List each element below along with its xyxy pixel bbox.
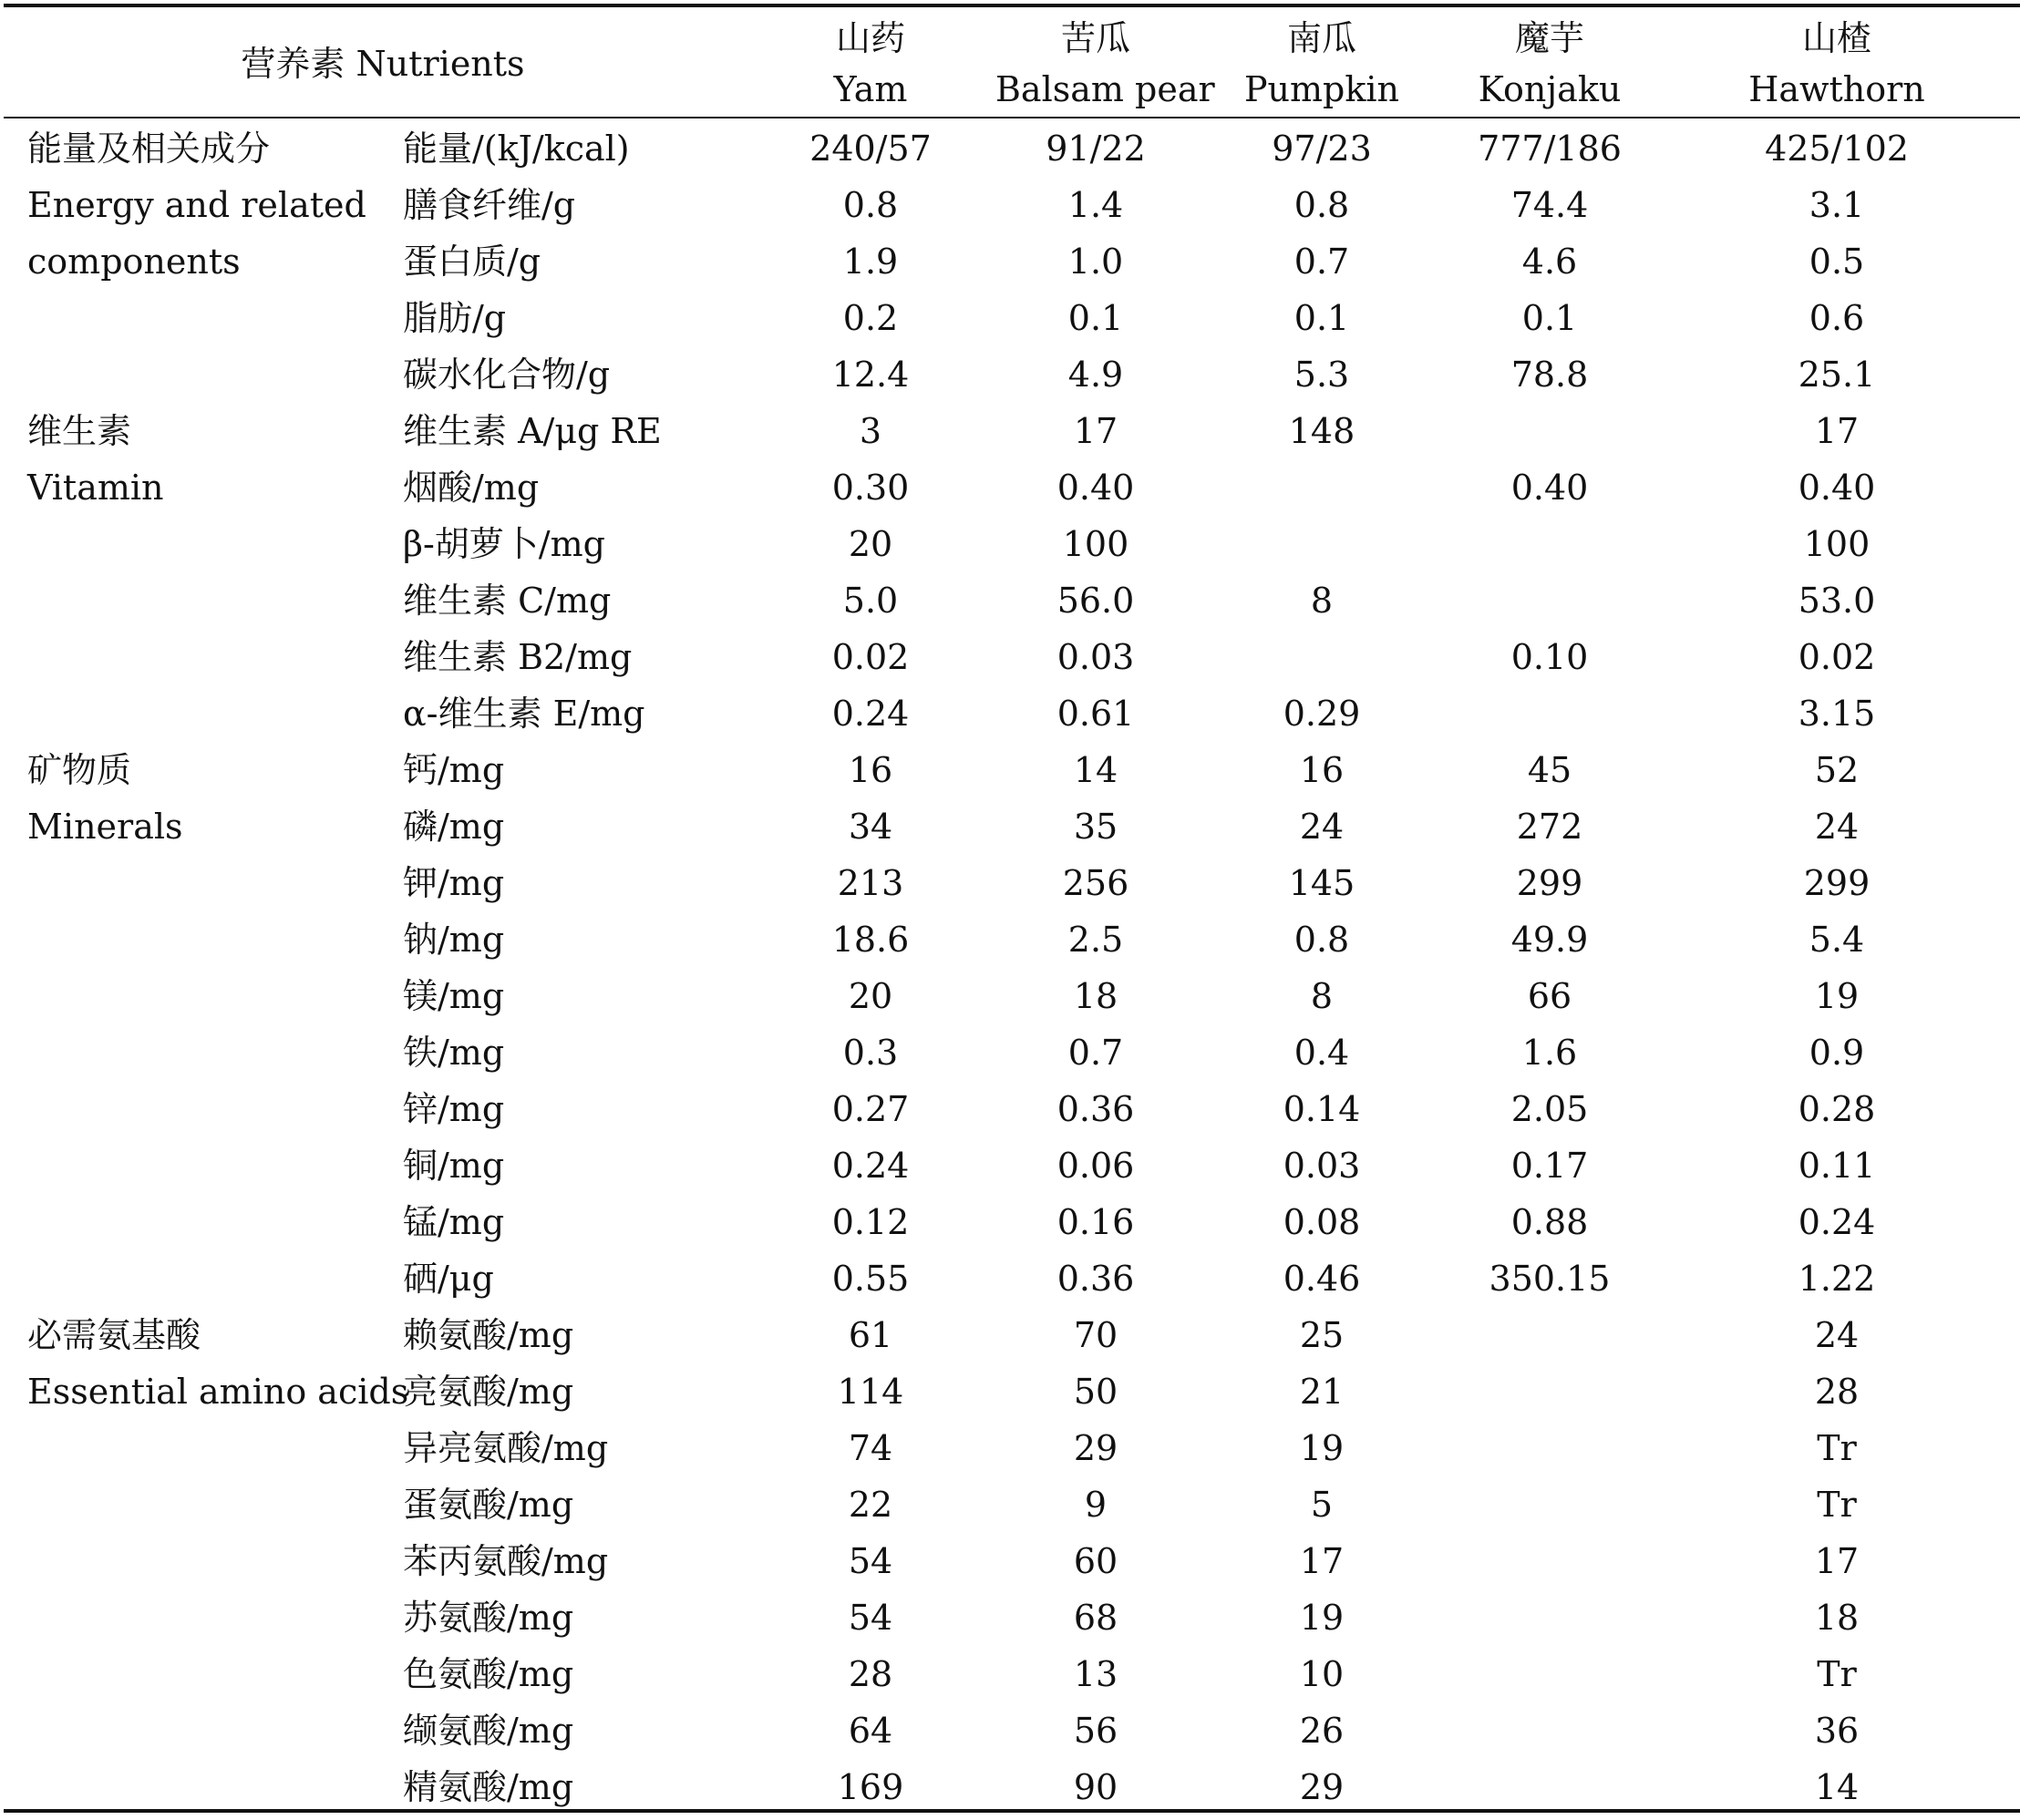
row-nutrient-name: 锌/mg xyxy=(403,1089,505,1129)
cell-pumpkin: 97/23 xyxy=(1272,129,1372,169)
table-row xyxy=(0,516,2020,572)
table-header-rule xyxy=(4,117,2020,118)
cell-yam: 34 xyxy=(848,807,893,847)
row-group-label: 必需氨基酸 xyxy=(27,1315,201,1355)
row-group-label: 维生素 xyxy=(27,411,132,451)
header-col-zh: 魔芋 xyxy=(1514,18,1584,58)
cell-hawthorn: 17 xyxy=(1814,1541,1860,1581)
cell-pumpkin: 0.8 xyxy=(1293,920,1350,960)
row-nutrient-name: 蛋氨酸/mg xyxy=(403,1485,574,1525)
cell-yam: 28 xyxy=(848,1654,893,1694)
cell-pumpkin: 0.14 xyxy=(1283,1089,1361,1129)
cell-balsam-pear: 0.40 xyxy=(1056,468,1135,508)
cell-yam: 5.0 xyxy=(842,581,899,621)
cell-hawthorn: 5.4 xyxy=(1809,920,1865,960)
cell-balsam-pear: 1.0 xyxy=(1067,242,1124,282)
table-row xyxy=(0,1194,2020,1250)
cell-balsam-pear: 60 xyxy=(1073,1541,1118,1581)
cell-konjaku: 1.6 xyxy=(1521,1033,1578,1073)
cell-konjaku: 0.1 xyxy=(1521,298,1578,338)
row-nutrient-name: 赖氨酸/mg xyxy=(403,1315,574,1355)
cell-hawthorn: 0.40 xyxy=(1798,468,1876,508)
row-nutrient-name: 脂肪/g xyxy=(403,298,507,338)
row-nutrient-name: 钠/mg xyxy=(403,920,505,960)
cell-hawthorn: Tr xyxy=(1817,1485,1857,1525)
row-nutrient-name: 维生素 A/μg RE xyxy=(403,411,662,451)
cell-yam: 0.27 xyxy=(831,1089,910,1129)
cell-pumpkin: 25 xyxy=(1299,1315,1345,1355)
cell-pumpkin: 29 xyxy=(1299,1767,1345,1807)
cell-balsam-pear: 256 xyxy=(1062,863,1129,903)
row-nutrient-name: 硒/μg xyxy=(403,1259,494,1299)
row-group-label: components xyxy=(27,242,241,282)
cell-konjaku: 350.15 xyxy=(1489,1259,1611,1299)
table-row xyxy=(0,233,2020,290)
table-row xyxy=(0,1420,2020,1476)
cell-pumpkin: 145 xyxy=(1288,863,1355,903)
cell-balsam-pear: 90 xyxy=(1073,1767,1118,1807)
header-col-en: Hawthorn xyxy=(1748,69,1925,109)
cell-pumpkin: 5 xyxy=(1310,1485,1334,1525)
cell-pumpkin: 0.03 xyxy=(1283,1146,1361,1186)
cell-hawthorn: 299 xyxy=(1803,863,1871,903)
cell-hawthorn: 425/102 xyxy=(1765,129,1909,169)
cell-pumpkin: 26 xyxy=(1299,1711,1345,1751)
row-nutrient-name: α-维生素 E/mg xyxy=(403,694,645,734)
cell-yam: 64 xyxy=(848,1711,893,1751)
table-row xyxy=(0,1702,2020,1759)
row-nutrient-name: β-胡萝卜/mg xyxy=(403,524,605,564)
table-row xyxy=(0,459,2020,516)
header-col-en: Balsam pear xyxy=(995,69,1215,109)
row-nutrient-name: 铜/mg xyxy=(403,1146,505,1186)
row-group-label: 矿物质 xyxy=(27,750,132,790)
cell-balsam-pear: 29 xyxy=(1073,1428,1118,1468)
cell-yam: 20 xyxy=(848,976,893,1016)
cell-hawthorn: 1.22 xyxy=(1798,1259,1876,1299)
cell-konjaku: 4.6 xyxy=(1521,242,1578,282)
cell-hawthorn: 0.9 xyxy=(1809,1033,1865,1073)
cell-yam: 18.6 xyxy=(831,920,910,960)
cell-pumpkin: 24 xyxy=(1299,807,1345,847)
cell-konjaku: 0.40 xyxy=(1510,468,1589,508)
table-row xyxy=(0,120,2020,177)
cell-yam: 3 xyxy=(859,411,882,451)
cell-pumpkin: 19 xyxy=(1299,1428,1345,1468)
row-nutrient-name: 蛋白质/g xyxy=(403,242,541,282)
header-col-en: Konjaku xyxy=(1478,69,1622,109)
cell-pumpkin: 21 xyxy=(1299,1372,1345,1412)
table-row xyxy=(0,1363,2020,1420)
header-col-pumpkin xyxy=(1221,13,1422,115)
row-nutrient-name: 精氨酸/mg xyxy=(403,1767,574,1807)
table-row xyxy=(0,403,2020,459)
header-col-yam xyxy=(770,13,971,115)
row-nutrient-name: 镁/mg xyxy=(403,976,505,1016)
header-col-zh: 山药 xyxy=(835,18,905,58)
row-nutrient-name: 能量/(kJ/kcal) xyxy=(403,129,630,169)
table-row xyxy=(0,1533,2020,1589)
row-nutrient-name: 膳食纤维/g xyxy=(403,185,576,225)
table-row xyxy=(0,1081,2020,1137)
cell-hawthorn: 0.24 xyxy=(1798,1202,1876,1242)
cell-konjaku: 74.4 xyxy=(1510,185,1589,225)
cell-yam: 22 xyxy=(848,1485,893,1525)
cell-yam: 213 xyxy=(837,863,904,903)
cell-konjaku: 49.9 xyxy=(1510,920,1589,960)
cell-hawthorn: Tr xyxy=(1817,1428,1857,1468)
cell-balsam-pear: 0.1 xyxy=(1067,298,1124,338)
header-col-konjaku xyxy=(1449,13,1650,115)
cell-konjaku: 777/186 xyxy=(1478,129,1622,169)
cell-hawthorn: 3.15 xyxy=(1798,694,1876,734)
cell-yam: 0.02 xyxy=(831,637,910,677)
row-nutrient-name: 缬氨酸/mg xyxy=(403,1711,574,1751)
cell-balsam-pear: 18 xyxy=(1073,976,1118,1016)
row-nutrient-name: 铁/mg xyxy=(403,1033,505,1073)
cell-hawthorn: 18 xyxy=(1814,1598,1860,1638)
cell-konjaku: 66 xyxy=(1527,976,1572,1016)
cell-yam: 114 xyxy=(837,1372,904,1412)
table-row xyxy=(0,1646,2020,1702)
cell-balsam-pear: 50 xyxy=(1073,1372,1118,1412)
cell-yam: 0.8 xyxy=(842,185,899,225)
header-col-balsam-pear xyxy=(995,13,1215,115)
cell-yam: 12.4 xyxy=(831,355,910,395)
table-row xyxy=(0,855,2020,911)
cell-balsam-pear: 70 xyxy=(1073,1315,1118,1355)
header-nutrients-label: 营养素 Nutrients xyxy=(241,44,525,84)
cell-pumpkin: 5.3 xyxy=(1293,355,1350,395)
cell-pumpkin: 19 xyxy=(1299,1598,1345,1638)
header-col-zh: 苦瓜 xyxy=(1060,18,1130,58)
cell-balsam-pear: 0.36 xyxy=(1056,1089,1135,1129)
row-group-label: Energy and related xyxy=(27,185,366,225)
table-row xyxy=(0,290,2020,346)
cell-balsam-pear: 56.0 xyxy=(1056,581,1135,621)
cell-balsam-pear: 0.61 xyxy=(1056,694,1135,734)
table-row xyxy=(0,1589,2020,1646)
cell-yam: 20 xyxy=(848,524,893,564)
cell-balsam-pear: 13 xyxy=(1073,1654,1118,1694)
cell-yam: 0.55 xyxy=(831,1259,910,1299)
row-nutrient-name: 异亮氨酸/mg xyxy=(403,1428,609,1468)
table-row xyxy=(0,798,2020,855)
cell-hawthorn: 0.5 xyxy=(1809,242,1865,282)
cell-pumpkin: 8 xyxy=(1310,581,1334,621)
cell-yam: 61 xyxy=(848,1315,893,1355)
cell-yam: 169 xyxy=(837,1767,904,1807)
header-col-en: Pumpkin xyxy=(1243,69,1400,109)
row-group-label: Minerals xyxy=(27,807,183,847)
cell-pumpkin: 8 xyxy=(1310,976,1334,1016)
table-row xyxy=(0,1137,2020,1194)
cell-konjaku: 45 xyxy=(1527,750,1572,790)
cell-yam: 1.9 xyxy=(842,242,899,282)
cell-yam: 0.24 xyxy=(831,1146,910,1186)
cell-konjaku: 78.8 xyxy=(1510,355,1589,395)
cell-pumpkin: 17 xyxy=(1299,1541,1345,1581)
cell-hawthorn: 19 xyxy=(1814,976,1860,1016)
cell-hawthorn: 0.28 xyxy=(1798,1089,1876,1129)
cell-hawthorn: Tr xyxy=(1817,1654,1857,1694)
table-row xyxy=(0,742,2020,798)
row-group-label: Vitamin xyxy=(27,468,164,508)
cell-yam: 16 xyxy=(848,750,893,790)
cell-pumpkin: 10 xyxy=(1299,1654,1345,1694)
header-col-zh: 山楂 xyxy=(1801,18,1871,58)
cell-hawthorn: 53.0 xyxy=(1798,581,1876,621)
cell-yam: 0.24 xyxy=(831,694,910,734)
cell-yam: 0.2 xyxy=(842,298,899,338)
header-col-en: Yam xyxy=(833,69,908,109)
cell-hawthorn: 25.1 xyxy=(1798,355,1876,395)
cell-hawthorn: 17 xyxy=(1814,411,1860,451)
cell-yam: 0.12 xyxy=(831,1202,910,1242)
row-nutrient-name: 烟酸/mg xyxy=(403,468,540,508)
cell-pumpkin: 0.46 xyxy=(1283,1259,1361,1299)
cell-yam: 54 xyxy=(848,1598,893,1638)
cell-balsam-pear: 100 xyxy=(1062,524,1129,564)
cell-pumpkin: 148 xyxy=(1288,411,1355,451)
cell-balsam-pear: 4.9 xyxy=(1067,355,1124,395)
cell-konjaku: 2.05 xyxy=(1510,1089,1589,1129)
cell-hawthorn: 0.11 xyxy=(1798,1146,1876,1186)
cell-yam: 0.30 xyxy=(831,468,910,508)
row-nutrient-name: 钾/mg xyxy=(403,863,505,903)
row-nutrient-name: 苯丙氨酸/mg xyxy=(403,1541,609,1581)
table-top-rule xyxy=(4,4,2020,7)
cell-balsam-pear: 9 xyxy=(1084,1485,1108,1525)
cell-hawthorn: 0.6 xyxy=(1809,298,1865,338)
cell-konjaku: 299 xyxy=(1516,863,1583,903)
cell-hawthorn: 24 xyxy=(1814,1315,1860,1355)
row-nutrient-name: 色氨酸/mg xyxy=(403,1654,574,1694)
cell-balsam-pear: 0.7 xyxy=(1067,1033,1124,1073)
cell-pumpkin: 0.4 xyxy=(1293,1033,1350,1073)
table-row xyxy=(0,911,2020,968)
header-nutrients xyxy=(210,38,556,89)
cell-yam: 54 xyxy=(848,1541,893,1581)
row-group-label: 能量及相关成分 xyxy=(27,129,271,169)
cell-hawthorn: 0.02 xyxy=(1798,637,1876,677)
table-row xyxy=(0,1250,2020,1307)
table-row xyxy=(0,1476,2020,1533)
row-nutrient-name: 锰/mg xyxy=(403,1202,505,1242)
header-col-hawthorn xyxy=(1737,13,1937,115)
table-row xyxy=(0,177,2020,233)
header-col-zh: 南瓜 xyxy=(1286,18,1356,58)
cell-hawthorn: 24 xyxy=(1814,807,1860,847)
cell-yam: 240/57 xyxy=(809,129,932,169)
cell-hawthorn: 3.1 xyxy=(1809,185,1865,225)
table-row xyxy=(0,1024,2020,1081)
table-row xyxy=(0,346,2020,403)
cell-konjaku: 0.10 xyxy=(1510,637,1589,677)
cell-pumpkin: 0.8 xyxy=(1293,185,1350,225)
cell-pumpkin: 0.7 xyxy=(1293,242,1350,282)
row-group-label: Essential amino acids xyxy=(27,1372,409,1412)
cell-balsam-pear: 0.06 xyxy=(1056,1146,1135,1186)
cell-balsam-pear: 0.03 xyxy=(1056,637,1135,677)
row-nutrient-name: 维生素 C/mg xyxy=(403,581,612,621)
row-nutrient-name: 磷/mg xyxy=(403,807,505,847)
table-row xyxy=(0,968,2020,1024)
cell-hawthorn: 100 xyxy=(1803,524,1871,564)
table-row xyxy=(0,572,2020,629)
cell-balsam-pear: 2.5 xyxy=(1067,920,1124,960)
cell-hawthorn: 52 xyxy=(1814,750,1860,790)
cell-balsam-pear: 56 xyxy=(1073,1711,1118,1751)
table-row xyxy=(0,629,2020,685)
cell-konjaku: 0.17 xyxy=(1510,1146,1589,1186)
cell-konjaku: 0.88 xyxy=(1510,1202,1589,1242)
table-row xyxy=(0,685,2020,742)
cell-balsam-pear: 35 xyxy=(1073,807,1118,847)
cell-konjaku: 272 xyxy=(1516,807,1583,847)
row-nutrient-name: 苏氨酸/mg xyxy=(403,1598,574,1638)
cell-hawthorn: 14 xyxy=(1814,1767,1860,1807)
cell-balsam-pear: 17 xyxy=(1073,411,1118,451)
cell-balsam-pear: 91/22 xyxy=(1046,129,1146,169)
cell-pumpkin: 0.29 xyxy=(1283,694,1361,734)
cell-balsam-pear: 14 xyxy=(1073,750,1118,790)
cell-pumpkin: 16 xyxy=(1299,750,1345,790)
cell-hawthorn: 28 xyxy=(1814,1372,1860,1412)
row-nutrient-name: 维生素 B2/mg xyxy=(403,637,633,677)
row-nutrient-name: 钙/mg xyxy=(403,750,505,790)
cell-pumpkin: 0.08 xyxy=(1283,1202,1361,1242)
cell-balsam-pear: 0.36 xyxy=(1056,1259,1135,1299)
cell-balsam-pear: 68 xyxy=(1073,1598,1118,1638)
table-row xyxy=(0,1759,2020,1815)
cell-yam: 74 xyxy=(848,1428,893,1468)
row-nutrient-name: 碳水化合物/g xyxy=(403,355,611,395)
cell-pumpkin: 0.1 xyxy=(1293,298,1350,338)
cell-balsam-pear: 0.16 xyxy=(1056,1202,1135,1242)
cell-yam: 0.3 xyxy=(842,1033,899,1073)
table-row xyxy=(0,1307,2020,1363)
cell-balsam-pear: 1.4 xyxy=(1067,185,1124,225)
cell-hawthorn: 36 xyxy=(1814,1711,1860,1751)
row-nutrient-name: 亮氨酸/mg xyxy=(403,1372,574,1412)
